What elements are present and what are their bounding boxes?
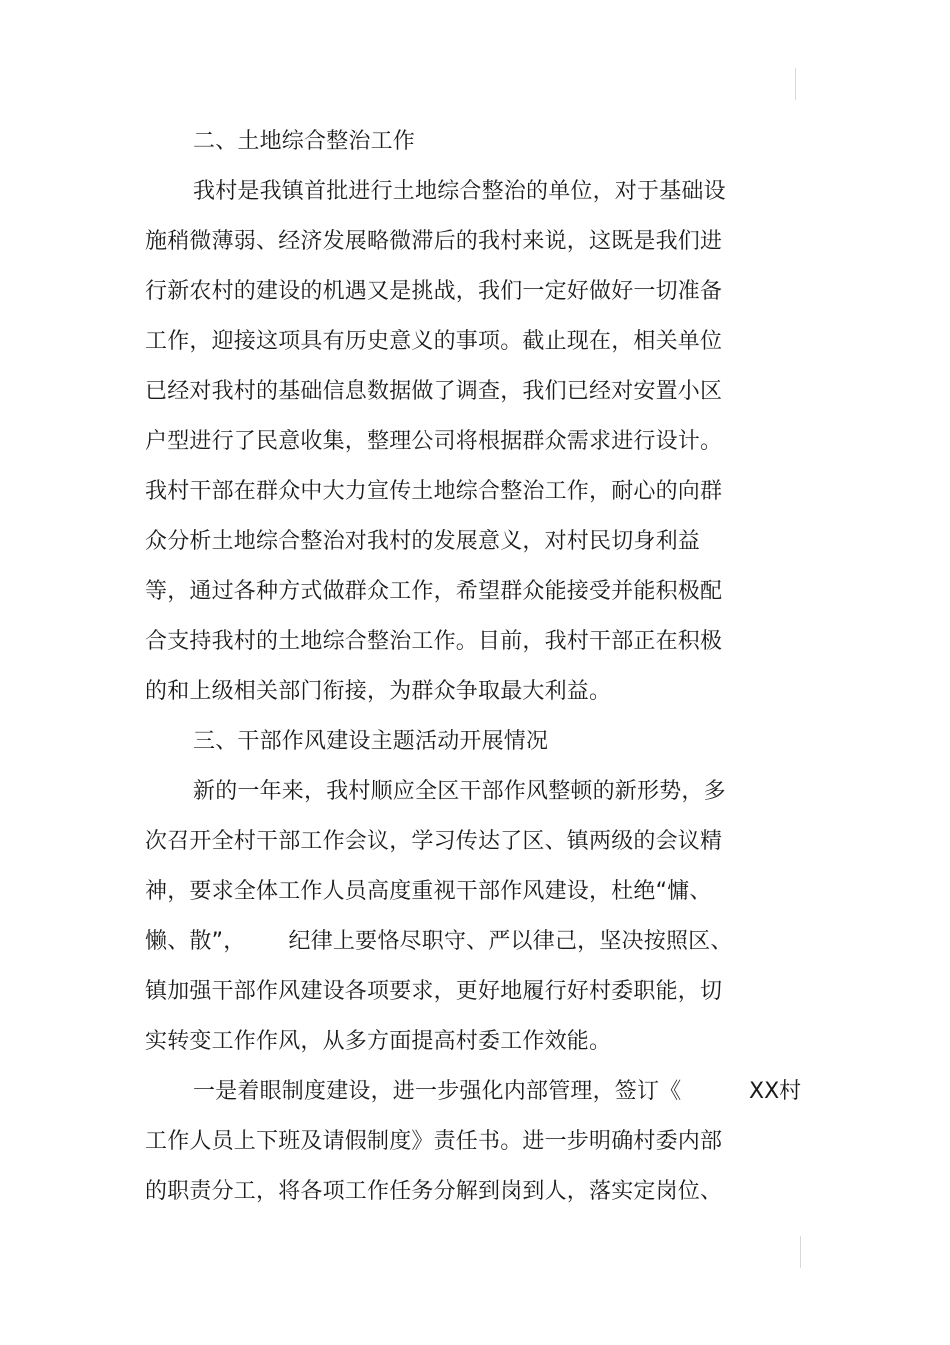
paragraph-line: 户型进行了民意收集，整理公司将根据群众需求进行设计。 bbox=[145, 429, 723, 454]
paragraph-line: 的职责分工，将各项工作任务分解到岗到人，落实定岗位、 bbox=[145, 1179, 723, 1204]
paragraph-line: 工作人员上下班及请假制度》责任书。进一步明确村委内部 bbox=[145, 1129, 723, 1154]
top-right-margin-mark bbox=[795, 68, 796, 100]
paragraph-line: 实转变工作作风，从多方面提高村委工作效能。 bbox=[145, 1029, 612, 1054]
paragraph-line: 已经对我村的基础信息数据做了调查，我们已经对安置小区 bbox=[145, 379, 723, 404]
paragraph-line: 的和上级相关部门衔接，为群众争取最大利益。 bbox=[145, 679, 612, 704]
paragraph-line: 我村是我镇首批进行土地综合整治的单位，对于基础设 bbox=[193, 179, 726, 204]
paragraph-line: 施稍微薄弱、经济发展略微滞后的我村来说，这既是我们进 bbox=[145, 229, 723, 254]
section-heading-land-consolidation: 二、土地综合整治工作 bbox=[193, 129, 416, 154]
paragraph-line: 懒、散”， 纪律上要恪尽职守、严以律己，坚决按照区、 bbox=[145, 929, 733, 954]
paragraph-line: 镇加强干部作风建设各项要求，更好地履行好村委职能，切 bbox=[145, 979, 723, 1004]
paragraph-line: 行新农村的建设的机遇又是挑战，我们一定好做好一切准备 bbox=[145, 279, 723, 304]
paragraph-line: 神，要求全体工作人员高度重视干部作风建设，杜绝“慵、 bbox=[145, 879, 712, 904]
paragraph-line: 新的一年来，我村顺应全区干部作风整顿的新形势，多 bbox=[193, 779, 726, 804]
paragraph-line: 一是着眼制度建设，进一步强化内部管理，签订《 bbox=[193, 1079, 682, 1104]
paragraph-line: 众分析土地综合整治对我村的发展意义，对村民切身利益 bbox=[145, 529, 701, 554]
bottom-right-margin-mark bbox=[800, 1236, 801, 1268]
paragraph-line: 合支持我村的土地综合整治工作。目前，我村干部正在积极 bbox=[145, 629, 723, 654]
paragraph-line: 等，通过各种方式做群众工作，希望群众能接受并能积极配 bbox=[145, 579, 723, 604]
paragraph-line: 我村干部在群众中大力宣传土地综合整治工作，耐心的向群 bbox=[145, 479, 723, 504]
village-name-tail: XX村 bbox=[749, 1079, 802, 1104]
paragraph-line: 次召开全村干部工作会议，学习传达了区、镇两级的会议精 bbox=[145, 829, 723, 854]
section-heading-cadre-style: 三、干部作风建设主题活动开展情况 bbox=[193, 729, 549, 754]
paragraph-line: 工作，迎接这项具有历史意义的事项。截止现在，相关单位 bbox=[145, 329, 723, 354]
